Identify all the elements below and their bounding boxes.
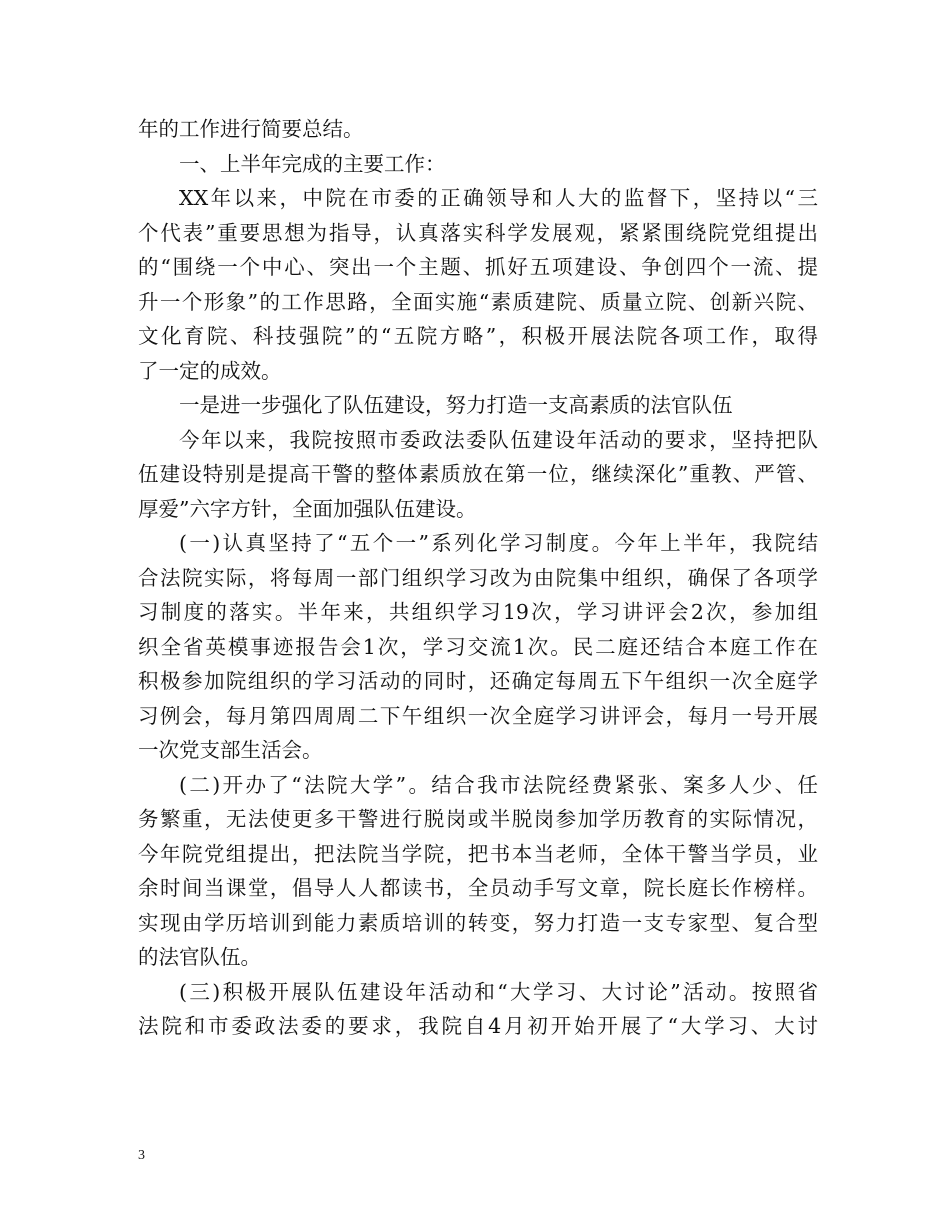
text-line: 法院和市委政法委的要求，我院自4月初开始开展了“大学习、大讨	[138, 1014, 818, 1038]
text-line: XX年以来，中院在市委的正确领导和人大的监督下，坚持以“三	[179, 186, 818, 210]
text-line: 习制度的落实。半年来，共组织学习19次，学习讲评会2次，参加组	[138, 600, 818, 624]
text-line: (一)认真坚持了“五个一”系列化学习制度。今年上半年，我院结	[179, 531, 818, 555]
text-line: 实现由学历培训到能力素质培训的转变，努力打造一支专家型、复合型	[138, 910, 818, 935]
text-line: 织全省英模事迹报告会1次，学习交流1次。民二庭还结合本庭工作在	[138, 634, 818, 659]
text-line: 年的工作进行简要总结。	[138, 117, 364, 141]
text-line: 的“围绕一个中心、突出一个主题、抓好五项建设、争创四个一流、提	[138, 255, 818, 279]
page-number: 3	[138, 1148, 145, 1163]
text-line: 的法官队伍。	[138, 945, 261, 969]
text-line: 务繁重，无法使更多干警进行脱岗或半脱岗参加学历教育的实际情况，	[138, 807, 818, 831]
text-line: (三)积极开展队伍建设年活动和“大学习、大讨论”活动。按照省	[179, 979, 818, 1004]
text-line: 今年院党组提出，把法院当学院，把书本当老师，全体干警当学员，业	[138, 841, 818, 866]
text-line: 习例会，每月第四周周二下午组织一次全庭学习讲评会，每月一号开展	[138, 703, 818, 728]
text-line: 积极参加院组织的学习活动的同时，还确定每周五下午组织一次全庭学	[138, 669, 818, 693]
document-body	[138, 112, 818, 1044]
text-line: 了一定的成效。	[138, 358, 282, 383]
text-line: 个代表”重要思想为指导，认真落实科学发展观，紧紧围绕院党组提出	[138, 220, 818, 245]
section-heading: 一、上半年完成的主要工作：	[179, 151, 446, 176]
text-line: 厚爱”六字方针，全面加强队伍建设。	[138, 496, 477, 521]
text-line: 文化育院、科技强院”的“五院方略”，积极开展法院各项工作，取得	[138, 324, 818, 348]
text-line: 合法院实际，将每周一部门组织学习改为由院集中组织，确保了各项学	[138, 565, 818, 590]
text-line: (二)开办了“法院大学”。结合我市法院经费紧张、案多人少、任	[179, 772, 818, 797]
text-line: 今年以来，我院按照市委政法委队伍建设年活动的要求，坚持把队	[179, 427, 818, 452]
text-line: 升一个形象”的工作思路，全面实施“素质建院、质量立院、创新兴院、	[138, 289, 818, 314]
subsection-heading: 一是进一步强化了队伍建设，努力打造一支高素质的法官队伍	[179, 393, 733, 417]
text-line: 余时间当课堂，倡导人人都读书，全员动手写文章，院长庭长作榜样。	[138, 876, 818, 900]
text-line: 一次党支部生活会。	[138, 738, 323, 762]
text-line: 伍建设特别是提高干警的整体素质放在第一位，继续深化”重教、严管、	[138, 462, 818, 486]
